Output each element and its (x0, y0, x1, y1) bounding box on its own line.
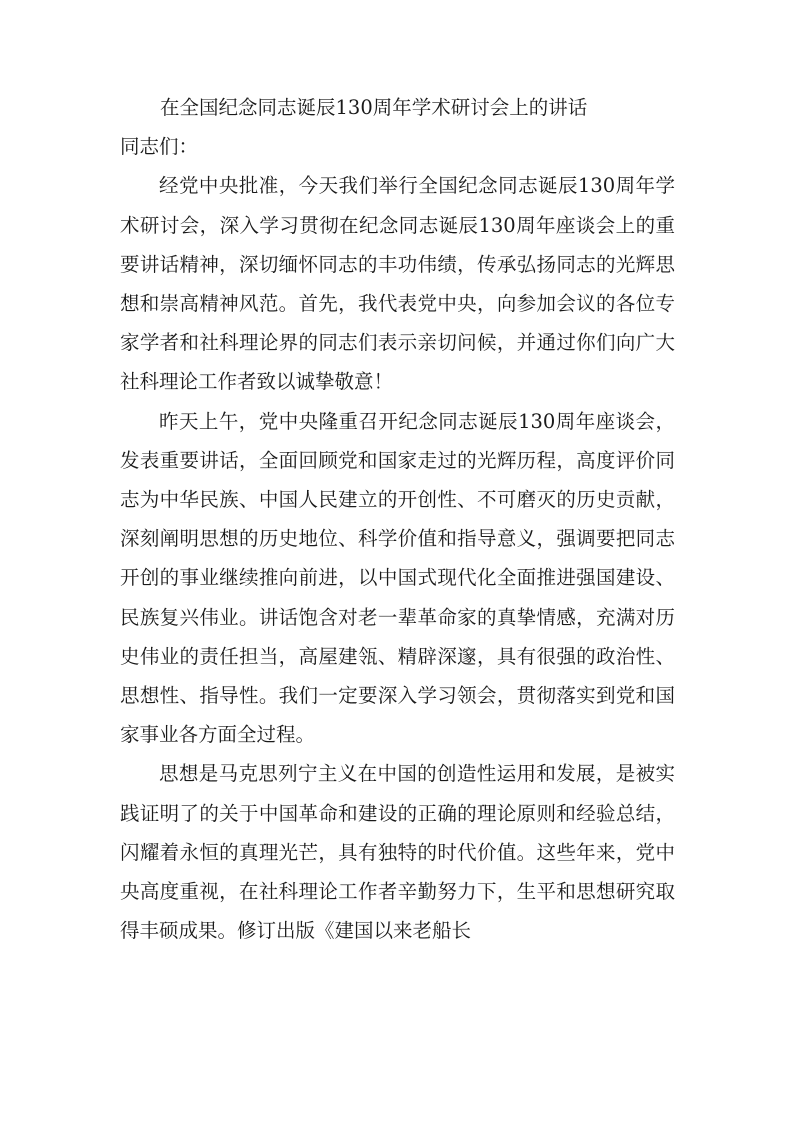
document-body (120, 88, 675, 950)
paragraph-3: 思想是马克思列宁主义在中国的创造性运用和发展，是被实践证明了的关于中国革命和建设的正确的理论原则和经验总结，闪耀着永恒的真理光芒，具有独特的时代价值。这些年来，党中央高度重视，在社科理论工作者辛勤努力下，生平和思想研究取得丰硕成果。修订出版《建国以来老船长 (120, 762, 675, 943)
paragraph-2: 昨天上午，党中央隆重召开纪念同志诞辰130周年座谈会，发表重要讲话，全面回顾党和国家走过的光辉历程，高度评价同志为中华民族、中国人民建立的开创性、不可磨灭的历史贡献，深刻阐明思想的历史地位、科学价值和指导意义，强调要把同志开创的事业继续推向前进，以中国式现代化全面推进强国建设、民族复兴伟业。讲话饱含对老一辈革命家的真挚情感，充满对历史伟业的责任担当，高屋建瓴、精辟深邃，具有很强的政治性、思想性、指导性。我们一定要深入学习领会，贯彻落实到党和国家事业各方面全过程。 (120, 409, 675, 747)
paragraph-1: 经党中央批准，今天我们举行全国纪念同志诞辰130周年学术研讨会，深入学习贯彻在纪念同志诞辰130周年座谈会上的重要讲话精神，深切缅怀同志的丰功伟绩，传承弘扬同志的光辉思想和崇高精神风范。首先，我代表党中央，向参加会议的各位专家学者和社科理论界的同志们表示亲切问候，并通过你们向广大社科理论工作者致以诚挚敬意！ (120, 174, 675, 394)
greeting-line: 同志们： (120, 135, 199, 159)
speech-title: 在全国纪念同志诞辰130周年学术研讨会上的讲话 (160, 96, 588, 119)
